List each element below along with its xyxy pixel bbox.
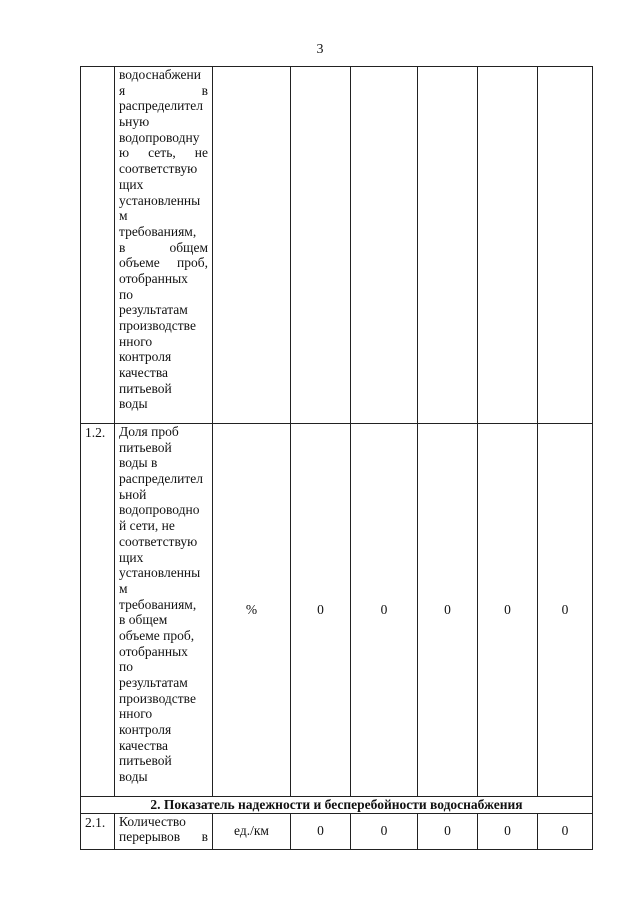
name-line: соответствую — [119, 533, 198, 549]
name-line: ьной — [119, 486, 147, 502]
name-line: отобранных — [119, 270, 188, 286]
cell-value — [538, 67, 593, 424]
section-title: 2. Показатель надежности и бесперебойности водоснабжения — [81, 797, 593, 814]
cell-value: 0 — [351, 813, 418, 849]
name-line: Доля проб — [119, 424, 179, 439]
name-line: объеме проб, — [119, 627, 195, 643]
name-line: й сети, не — [119, 518, 175, 534]
name-line: щих — [119, 549, 144, 565]
name-line: перерывов в — [119, 829, 208, 845]
name-line: контроля — [119, 722, 172, 738]
cell-value: 0 — [538, 813, 593, 849]
name-line: требованиям, — [119, 596, 197, 612]
cell-unit: % — [213, 424, 291, 797]
name-line: питьевой — [119, 753, 172, 769]
cell-value: 0 — [418, 813, 478, 849]
name-line: воды в — [119, 455, 158, 471]
cell-unit — [213, 67, 291, 424]
cell-value: 0 — [351, 424, 418, 797]
name-line: требованиям, — [119, 223, 197, 239]
cell-value: 0 — [478, 424, 538, 797]
name-line: результатам — [119, 302, 188, 318]
cell-value — [351, 67, 418, 424]
name-line: качества — [119, 365, 169, 381]
name-line: по — [119, 286, 133, 302]
name-line: результатам — [119, 675, 188, 690]
name-line: щих — [119, 176, 144, 192]
name-line: питьевой — [119, 439, 172, 455]
name-line: по — [119, 659, 133, 675]
table-row-continuation — [81, 67, 593, 424]
cell-number — [81, 67, 115, 424]
indicators-table — [80, 66, 593, 850]
cell-indicator-name — [115, 424, 213, 797]
cell-value: 0 — [291, 424, 351, 797]
name-line: объеме проб, — [119, 255, 208, 271]
cell-unit: ед./км — [213, 813, 291, 849]
page-number: 3 — [316, 42, 324, 57]
name-line: м — [119, 580, 128, 596]
table-row-1-2 — [81, 424, 593, 797]
name-line: водопроводну — [119, 129, 200, 145]
name-line: в общем — [119, 612, 168, 628]
name-line: Количество — [119, 813, 186, 829]
name-line: производстве — [119, 690, 196, 706]
name-line: воды — [119, 396, 148, 412]
name-line: качества — [119, 737, 169, 753]
name-line: воды — [119, 769, 148, 785]
name-line: в общем — [119, 239, 208, 255]
name-line: я в — [119, 82, 208, 98]
cell-indicator-name — [115, 67, 213, 424]
name-line: нного — [119, 333, 153, 349]
name-line: водоснабжени — [119, 67, 201, 82]
cell-value: 0 — [478, 813, 538, 849]
name-line: водопроводно — [119, 502, 200, 518]
cell-value: 0 — [538, 424, 593, 797]
name-line: распределител — [119, 98, 203, 114]
name-line: контроля — [119, 349, 172, 365]
cell-indicator-name — [115, 813, 213, 849]
cell-value — [291, 67, 351, 424]
name-line: нного — [119, 706, 153, 722]
name-line: соответствую — [119, 161, 198, 177]
cell-value — [418, 67, 478, 424]
name-line: установленны — [119, 192, 201, 208]
name-line: отобранных — [119, 643, 188, 659]
cell-number: 1.2. — [81, 424, 115, 797]
cell-value — [478, 67, 538, 424]
name-line: питьевой — [119, 380, 172, 396]
name-line: ю сеть, не — [119, 145, 208, 161]
section-header-row — [81, 797, 593, 814]
name-line: м — [119, 208, 128, 224]
cell-value: 0 — [291, 813, 351, 849]
cell-number: 2.1. — [81, 813, 115, 849]
table-row-2-1 — [81, 813, 593, 849]
name-line: ьную — [119, 114, 150, 130]
cell-value: 0 — [418, 424, 478, 797]
name-line: распределител — [119, 471, 203, 487]
name-line: установленны — [119, 565, 201, 581]
name-line: производстве — [119, 318, 196, 333]
